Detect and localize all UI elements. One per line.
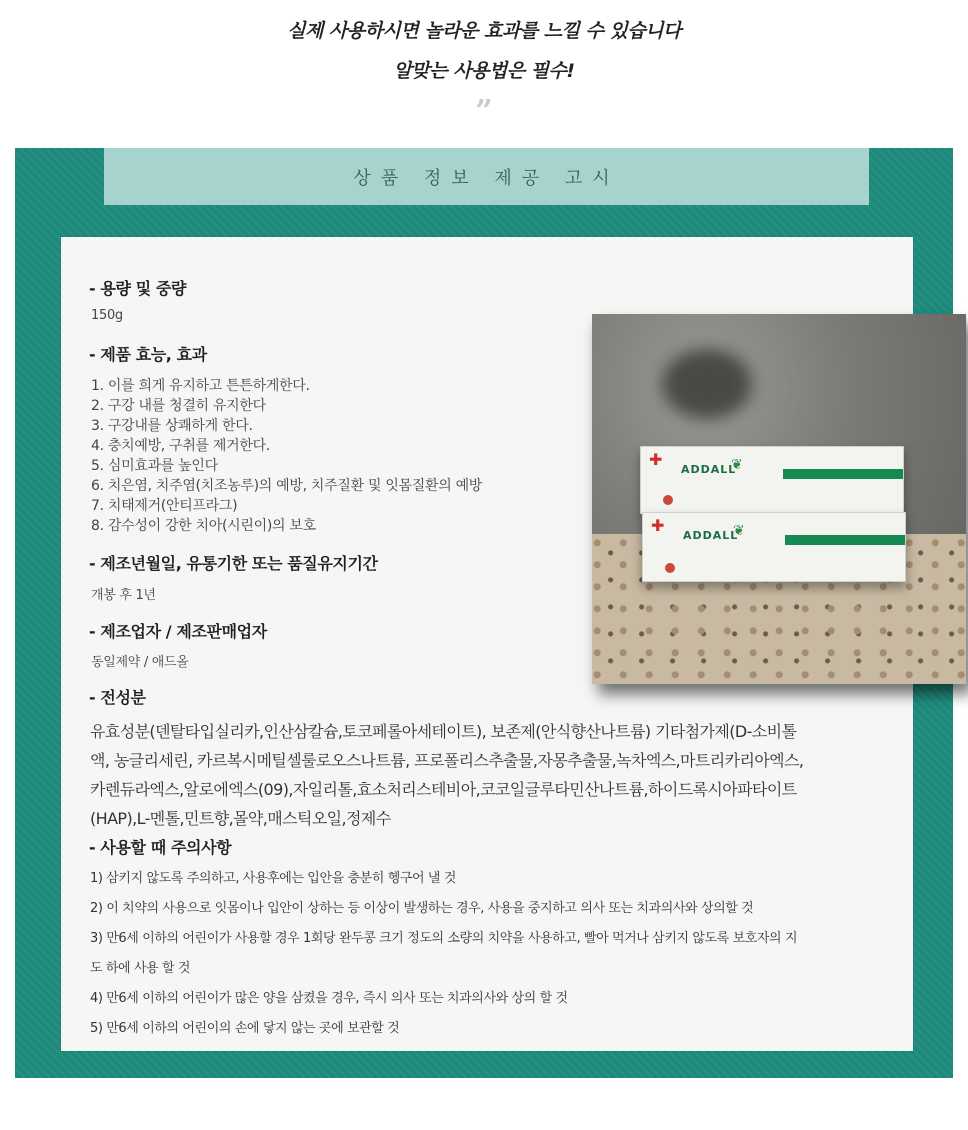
intro-line-1: 실제 사용하시면 놀라운 효과를 느낄 수 있습니다 — [287, 20, 681, 42]
efficacy-item: 3. 구강내를 상쾌하게 한다. — [91, 418, 253, 434]
caution-item: 1) 삼키지 않도록 주의하고, 사용후에는 입안을 충분히 헹구어 낼 것 — [90, 871, 456, 886]
banner-title: 상품 정보 제공 고시 — [353, 167, 620, 189]
efficacy-item: 5. 심미효과를 높인다 — [91, 458, 218, 474]
box-stripe — [785, 535, 905, 545]
efficacy-item: 8. 감수성이 강한 치아(시린이)의 보호 — [91, 518, 316, 534]
ingredients-line: (HAP),L-멘톨,민트향,몰약,매스틱오일,정제수 — [90, 809, 391, 828]
caution-item: 5) 만6세 이하의 어린이의 손에 닿지 않는 곳에 보관할 것 — [90, 1021, 400, 1036]
ingredients-line: 액, 농글리세린, 카르복시메틸셀룰로오스나트륨, 프로폴리스추출물,자몽추출물,녹차엑스,마트리카리아엑스, — [90, 751, 804, 770]
efficacy-item: 2. 구강 내를 청결히 유지한다 — [91, 398, 266, 414]
volume-value: 150g — [91, 308, 123, 323]
notice-banner — [104, 148, 869, 205]
cross-icon: ✚ — [649, 450, 663, 469]
quote-mark-icon: ” — [475, 94, 493, 129]
box-stripe — [783, 469, 903, 479]
efficacy-item: 6. 치은염, 치주염(치조농루)의 예방, 치주질환 및 잇몸질환의 예방 — [91, 478, 483, 494]
efficacy-item: 1. 이를 희게 유지하고 튼튼하게한다. — [91, 378, 310, 394]
product-photo — [592, 314, 966, 684]
ingredients-line: 카렌듀라엑스,알로에엑스(09),자일리톨,효소처리스테비아,코코일글루타민산나트륨,하이드록시아파타이트 — [90, 780, 797, 799]
toothpaste-box — [642, 512, 906, 582]
efficacy-item: 7. 치태제거(안티프라그) — [91, 498, 238, 514]
cross-icon: ✚ — [651, 516, 665, 535]
box-dot — [665, 563, 675, 573]
efficacy-heading: - 제품 효능, 효과 — [89, 345, 207, 364]
photo-background-shadow — [662, 349, 752, 419]
manufacturer-value: 동일제약 / 애드올 — [91, 655, 189, 670]
volume-heading: - 용량 및 중량 — [89, 279, 187, 298]
efficacy-item: 4. 충치예방, 구취를 제거한다. — [91, 438, 270, 454]
caution-item: 2) 이 치약의 사용으로 잇몸이나 입안이 상하는 등 이상이 발생하는 경우, 사용을 중지하고 의사 또는 치과의사와 상의할 것 — [90, 901, 754, 916]
box-brand: ADDALL — [681, 463, 737, 476]
expiry-value: 개봉 후 1년 — [91, 588, 156, 603]
caution-item: 도 하에 사용 할 것 — [90, 961, 191, 976]
caution-item: 4) 만6세 이하의 어린이가 많은 양을 삼켰을 경우, 즉시 의사 또는 치과의사와 상의 할 것 — [90, 991, 568, 1006]
expiry-heading: - 제조년월일, 유통기한 또는 품질유지기간 — [89, 554, 378, 573]
caution-item: 3) 만6세 이하의 어린이가 사용할 경우 1회당 완두콩 크기 정도의 소량의 치약을 사용하고, 빨아 먹거나 삼키지 않도록 보호자의 지 — [90, 931, 798, 946]
leaf-icon: ❦ — [731, 457, 743, 473]
intro-line-2: 알맞는 사용법은 필수! — [393, 60, 575, 82]
box-dot — [663, 495, 673, 505]
box-brand: ADDALL — [683, 529, 739, 542]
cautions-heading: - 사용할 때 주의사항 — [89, 838, 232, 857]
toothpaste-box — [640, 446, 904, 514]
ingredients-line: 유효성분(덴탈타입실리카,인산삼칼슘,토코페롤아세테이트), 보존제(안식향산나트륨) 기타첨가제(D-소비톨 — [90, 722, 797, 741]
leaf-icon: ❦ — [733, 523, 745, 539]
manufacturer-heading: - 제조업자 / 제조판매업자 — [89, 622, 267, 641]
ingredients-heading: - 전성분 — [89, 688, 146, 707]
ingredients-text — [90, 717, 880, 833]
